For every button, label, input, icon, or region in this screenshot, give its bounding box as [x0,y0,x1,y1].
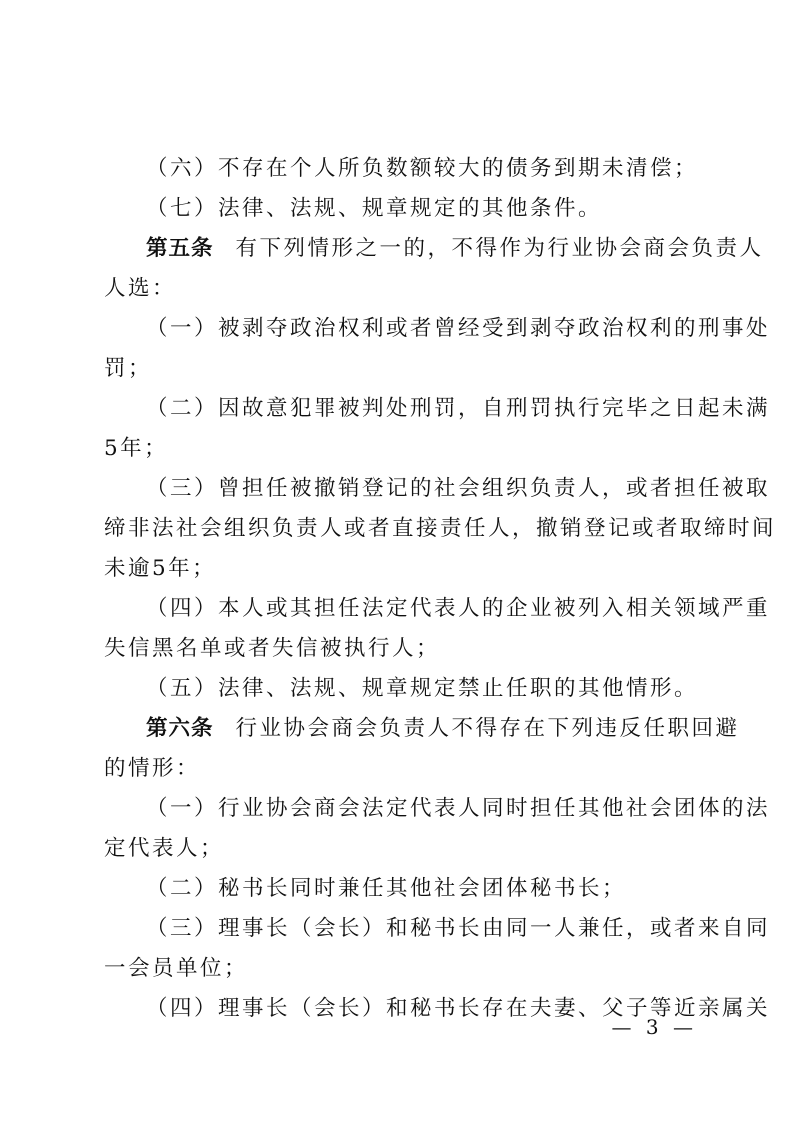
paragraph-line: （六）不存在个人所负数额较大的债务到期未清偿； [146,156,699,181]
paragraph-line: （一）被剥夺政治权利或者曾经受到剥夺政治权利的刑事处 [146,316,771,341]
paragraph-line: 5年； [104,436,169,461]
paragraph-line: （四）理事长（会长）和秘书长存在夫妻、父子等近亲属关 [146,996,771,1021]
paragraph-line: 定代表人； [104,836,225,861]
paragraph-line: 未逾5年； [104,556,217,581]
paragraph-line: 人选： [104,276,177,301]
paragraph-line: 罚； [104,356,153,381]
article-6-text: 行业协会商会负责人不得存在下列违反任职回避 [235,716,740,741]
paragraph-line: （二）因故意犯罪被判处刑罚，自刑罚执行完毕之日起未满 [146,396,771,421]
paragraph-line: （三）理事长（会长）和秘书长由同一人兼任，或者来自同 [146,916,771,941]
paragraph-line: （五）法律、法规、规章规定禁止任职的其他情形。 [146,676,699,701]
paragraph-line: （七）法律、法规、规章规定的其他条件。 [146,196,603,221]
page-number: — 3 — [611,1015,697,1039]
article-5-line [146,232,764,266]
paragraph-line: （四）本人或其担任法定代表人的企业被列入相关领域严重 [146,596,771,621]
paragraph-line: （二）秘书长同时兼任其他社会团体秘书长； [146,876,627,901]
paragraph-line: 一会员单位； [104,956,249,981]
article-5-text: 有下列情形之一的，不得作为行业协会商会负责人 [235,236,764,261]
paragraph-line: 失信黑名单或者失信被执行人； [104,636,441,661]
paragraph-line: 的情形： [104,756,201,781]
paragraph-line: （一）行业协会商会法定代表人同时担任其他社会团体的法 [146,796,771,821]
article-6-line [146,712,740,746]
paragraph-line: 缔非法社会组织负责人或者直接责任人，撤销登记或者取缔时间 [104,516,777,541]
paragraph-line: （三）曾担任被撤销登记的社会组织负责人，或者担任被取 [146,476,771,501]
article-5-heading: 第五条 [146,236,214,261]
article-6-heading: 第六条 [146,716,214,741]
